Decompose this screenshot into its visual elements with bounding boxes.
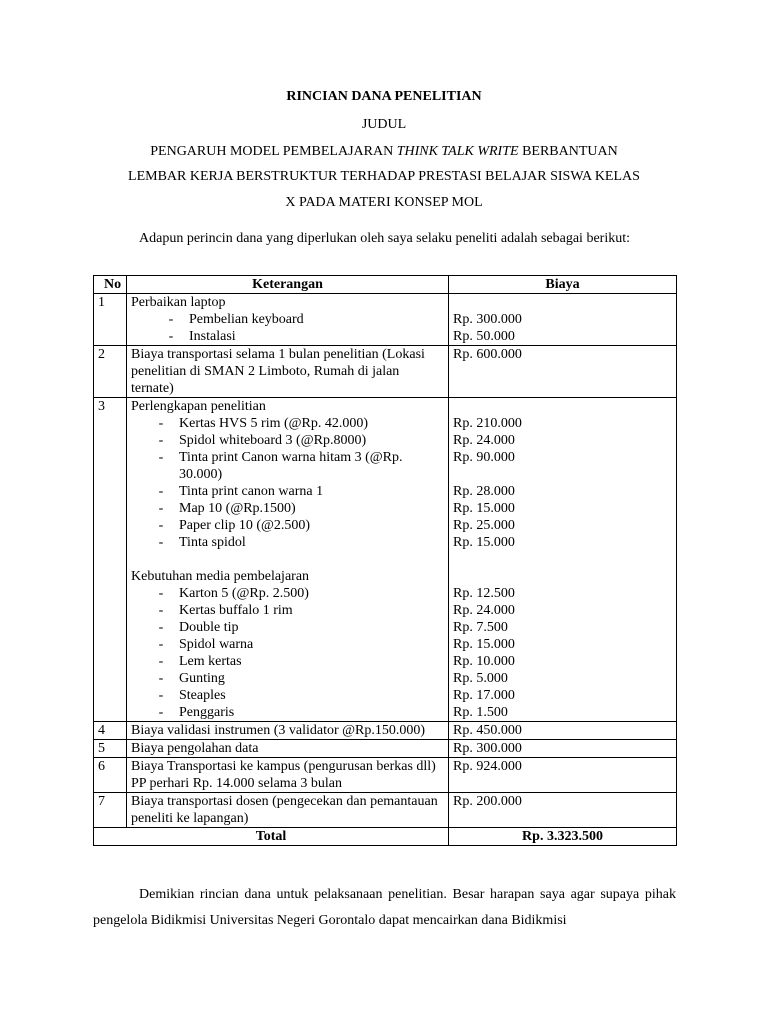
thesis-line1-a: PENGARUH MODEL PEMBELAJARAN xyxy=(150,144,397,159)
row-biaya: Rp. 600.000 xyxy=(449,346,677,398)
budget-table xyxy=(93,275,677,846)
cost-item: Rp. 24.000 xyxy=(453,433,515,448)
cost-item: Rp. 24.000 xyxy=(453,603,515,618)
intro-paragraph: Adapun perincin dana yang diperlukan oleh saya selaku peneliti adalah sebagai berikut: xyxy=(139,231,630,246)
row-keterangan xyxy=(127,398,449,722)
list-item: - Paper clip 10 (@2.500) xyxy=(158,518,311,533)
cost-item: Rp. 1.500 xyxy=(453,705,508,720)
cost-item: Rp. 5.000 xyxy=(453,671,508,686)
row-no: 1 xyxy=(94,294,127,346)
row-no: 2 xyxy=(94,346,127,398)
list-item: - Tinta print Canon warna hitam 3 (@Rp. 30.000) xyxy=(158,450,403,482)
row-keterangan xyxy=(127,294,449,346)
table-row xyxy=(94,740,677,758)
row-title: Perbaikan laptop xyxy=(131,295,226,310)
list-item: - Spidol whiteboard 3 (@Rp.8000) xyxy=(158,433,367,448)
row-keterangan: Biaya transportasi dosen (pengecekan dan pemantauan peneliti ke lapangan) xyxy=(127,793,449,828)
table-header-row xyxy=(94,276,677,294)
thesis-title-line2: LEMBAR KERJA BERSTRUKTUR TERHADAP PRESTASI BELAJAR SISWA KELAS xyxy=(128,169,640,184)
doc-title: RINCIAN DANA PENELITIAN xyxy=(286,89,482,104)
cost-item: Rp. 15.000 xyxy=(453,535,515,550)
total-row xyxy=(94,828,677,846)
list-item: - Tinta spidol xyxy=(158,535,246,550)
row-no: 6 xyxy=(94,758,127,793)
cost-item: Rp. 7.500 xyxy=(453,620,508,635)
list-item: - Lem kertas xyxy=(158,654,242,669)
list-item: - Kertas HVS 5 rim (@Rp. 42.000) xyxy=(158,416,369,431)
row-keterangan: Biaya pengolahan data xyxy=(127,740,449,758)
table-row xyxy=(94,758,677,793)
table-row xyxy=(94,346,677,398)
cost-item: Rp. 28.000 xyxy=(453,484,515,499)
row-biaya xyxy=(449,398,677,722)
cost-item: Rp. 210.000 xyxy=(453,416,522,431)
list-item: - Spidol warna xyxy=(158,637,254,652)
thesis-title-line1 xyxy=(0,143,768,160)
total-label: Total xyxy=(94,828,449,846)
row-no: 5 xyxy=(94,740,127,758)
table-row xyxy=(94,722,677,740)
closing-paragraph: Demikian rincian dana untuk pelaksanaan penelitian. Besar harapan saya agar supaya pihak pengelola Bidikmisi Universitas Negeri Gorontalo dapat mencairkan dana Bidikmisi xyxy=(93,887,676,928)
thesis-line1-italic: THINK TALK WRITE xyxy=(396,144,519,159)
cost-item: Rp. 90.000 xyxy=(453,450,515,465)
total-value: Rp. 3.323.500 xyxy=(449,828,677,846)
table-row xyxy=(94,294,677,346)
row-subtitle: Kebutuhan media pembelajaran xyxy=(131,569,310,584)
cost-item: Rp. 17.000 xyxy=(453,688,515,703)
table-row xyxy=(94,398,677,722)
doc-judul: JUDUL xyxy=(361,117,407,132)
cost-item: Rp. 12.500 xyxy=(453,586,515,601)
row-biaya xyxy=(449,294,677,346)
list-item: - Kertas buffalo 1 rim xyxy=(158,603,293,618)
list-item: - Double tip xyxy=(158,620,239,635)
list-item: - Penggaris xyxy=(158,705,235,720)
row-keterangan: Biaya Transportasi ke kampus (pengurusan berkas dll) PP perhari Rp. 14.000 selama 3 bulan xyxy=(127,758,449,793)
row-keterangan: Biaya transportasi selama 1 bulan penelitian (Lokasi penelitian di SMAN 2 Limboto, Rumah di jalan ternate) xyxy=(127,346,449,398)
row-biaya: Rp. 200.000 xyxy=(449,793,677,828)
list-item: - Karton 5 (@Rp. 2.500) xyxy=(158,586,309,601)
cost-item: Rp. 15.000 xyxy=(453,637,515,652)
list-item: - Gunting xyxy=(158,671,225,686)
list-item: - Tinta print canon warna 1 xyxy=(158,484,324,499)
list-item: - Instalasi xyxy=(168,329,236,344)
row-biaya: Rp. 300.000 xyxy=(449,740,677,758)
cost-item: Rp. 300.000 xyxy=(453,312,522,327)
table-row xyxy=(94,793,677,828)
row-title: Perlengkapan penelitian xyxy=(131,399,266,414)
header-no: No xyxy=(94,276,127,294)
cost-item: Rp. 25.000 xyxy=(453,518,515,533)
cost-item: Rp. 15.000 xyxy=(453,501,515,516)
row-biaya: Rp. 924.000 xyxy=(449,758,677,793)
list-item: - Pembelian keyboard xyxy=(168,312,304,327)
thesis-title-line3: X PADA MATERI KONSEP MOL xyxy=(285,195,483,210)
header-keterangan: Keterangan xyxy=(127,276,449,294)
cost-item: Rp. 50.000 xyxy=(453,329,515,344)
header-biaya: Biaya xyxy=(449,276,677,294)
list-item: - Steaples xyxy=(158,688,226,703)
row-no: 3 xyxy=(94,398,127,722)
row-biaya: Rp. 450.000 xyxy=(449,722,677,740)
row-keterangan: Biaya validasi instrumen (3 validator @Rp.150.000) xyxy=(127,722,449,740)
cost-item: Rp. 10.000 xyxy=(453,654,515,669)
list-item: - Map 10 (@Rp.1500) xyxy=(158,501,296,516)
row-no: 4 xyxy=(94,722,127,740)
row-no: 7 xyxy=(94,793,127,828)
thesis-line1-b: BERBANTUAN xyxy=(518,144,618,159)
